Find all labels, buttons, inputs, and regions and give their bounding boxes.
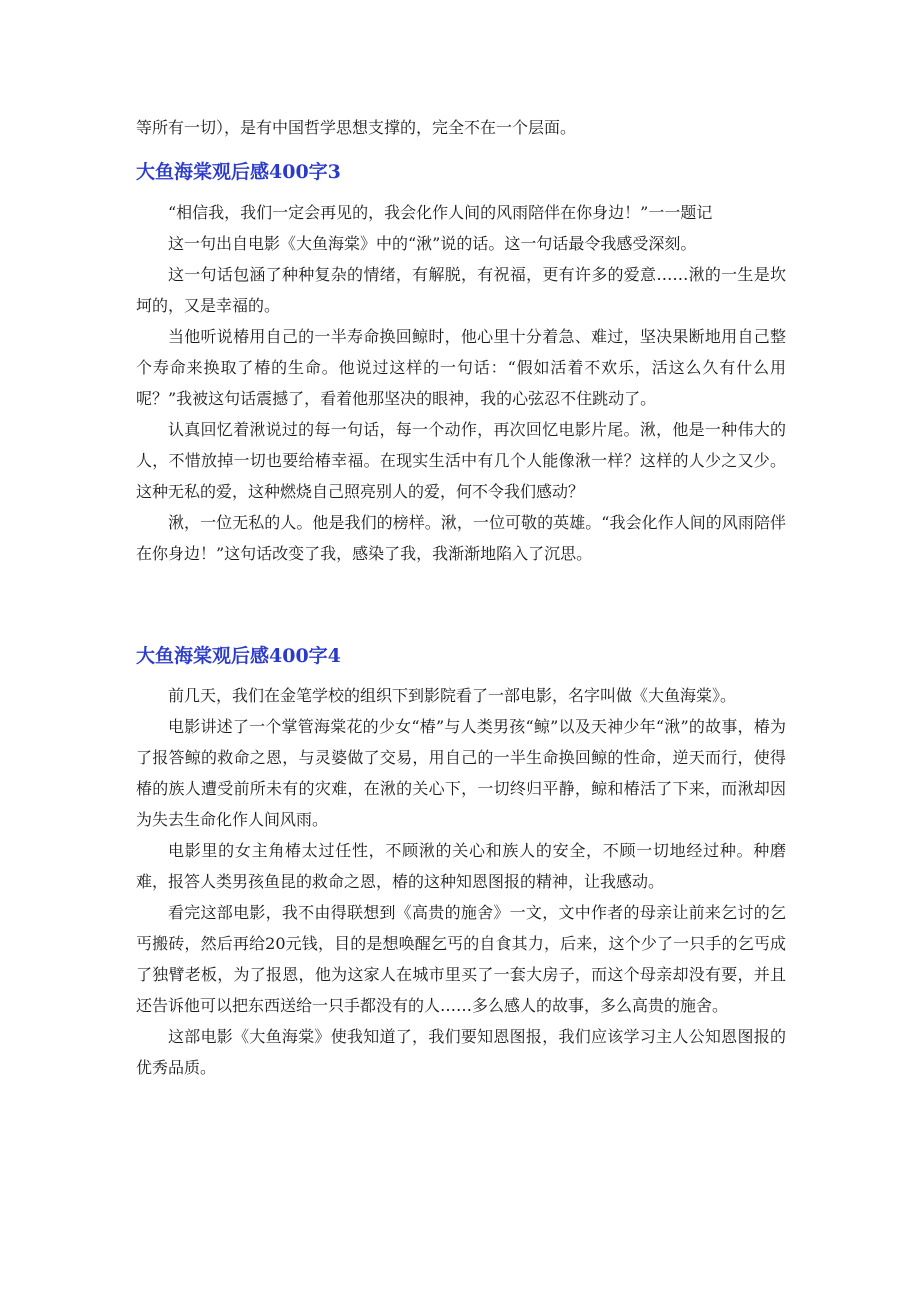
section-3-paragraph: 认真回忆着湫说过的每一句话，每一个动作，再次回忆电影片尾。湫，他是一种伟大的人，不惜放掉一切也要给椿幸福。在现实生活中有几个人能像湫一样？这样的人少之又少。这种无私的爱，这种燃烧自己照亮别人的爱，何不令我们感动？ <box>136 420 786 501</box>
continuation-paragraph: 等所有一切），是有中国哲学思想支撑的，完全不在一个层面。 <box>136 118 577 137</box>
section-4-title: 大鱼海棠观后感400字4 <box>136 645 341 667</box>
section-4-paragraph: 看完这部电影，我不由得联想到《高贵的施舍》一文，文中作者的母亲让前来乞讨的乞丐搬砖，然后再给20元钱，目的是想唤醒乞丐的自食其力，后来，这个少了一只手的乞丐成了独臂老板，为了报恩，他为这家人在城市里买了一套大房子，而这个母亲却没有要，并且还告诉他可以把东西送给一只手都没有的人……多么感人的故事，多么高贵的施舍。 <box>136 903 786 1015</box>
section-4-body <box>136 680 786 1083</box>
section-3-paragraph: “相信我，我们一定会再见的，我会化作人间的风雨陪伴在你身边！”一一题记 <box>168 203 713 222</box>
section-4-paragraph: 这部电影《大鱼海棠》使我知道了，我们要知恩图报，我们应该学习主人公知恩图报的优秀品质。 <box>136 1027 786 1077</box>
section-3-paragraph: 当他听说椿用自己的一半寿命换回鲸时，他心里十分着急、难过，坚决果断地用自己整个寿命来换取了椿的生命。他说过这样的一句话：“假如活着不欢乐，活这么久有什么用呢？”我被这句话震撼了，看着他那坚决的眼神，我的心弦忍不住跳动了。 <box>136 327 786 408</box>
continuation-block <box>136 112 786 143</box>
section-4-paragraph: 前几天，我们在金笔学校的组织下到影院看了一部电影，名字叫做《大鱼海棠》。 <box>168 686 737 705</box>
section-3-paragraph: 这一句话包涵了种种复杂的情绪，有解脱，有祝福，更有许多的爱意……湫的一生是坎坷的，又是幸福的。 <box>136 265 786 315</box>
section-3-paragraph: 这一句出自电影《大鱼海棠》中的“湫”说的话。这一句话最令我感受深刻。 <box>168 234 697 253</box>
section-4-paragraph: 电影里的女主角椿太过任性，不顾湫的关心和族人的安全，不顾一切地经过种。种磨难，报答人类男孩鱼昆的救命之恩，椿的这种知恩图报的精神，让我感动。 <box>136 841 786 891</box>
section-3-paragraph: 湫，一位无私的人。他是我们的榜样。湫，一位可敬的英雄。“我会化作人间的风雨陪伴在你身边！”这句话改变了我，感染了我，我渐渐地陷入了沉思。 <box>136 513 786 563</box>
section-3-body <box>136 197 786 569</box>
section-4-paragraph: 电影讲述了一个掌管海棠花的少女“椿”与人类男孩“鲸”以及天神少年“湫”的故事，椿为了报答鲸的救命之恩，与灵婆做了交易，用自己的一半生命换回鲸的性命，逆天而行，使得椿的族人遭受前所未有的灾难，在湫的关心下，一切终归平静，鲸和椿活了下来，而湫却因为失去生命化作人间风雨。 <box>136 717 786 829</box>
section-3-title: 大鱼海棠观后感400字3 <box>136 161 341 183</box>
